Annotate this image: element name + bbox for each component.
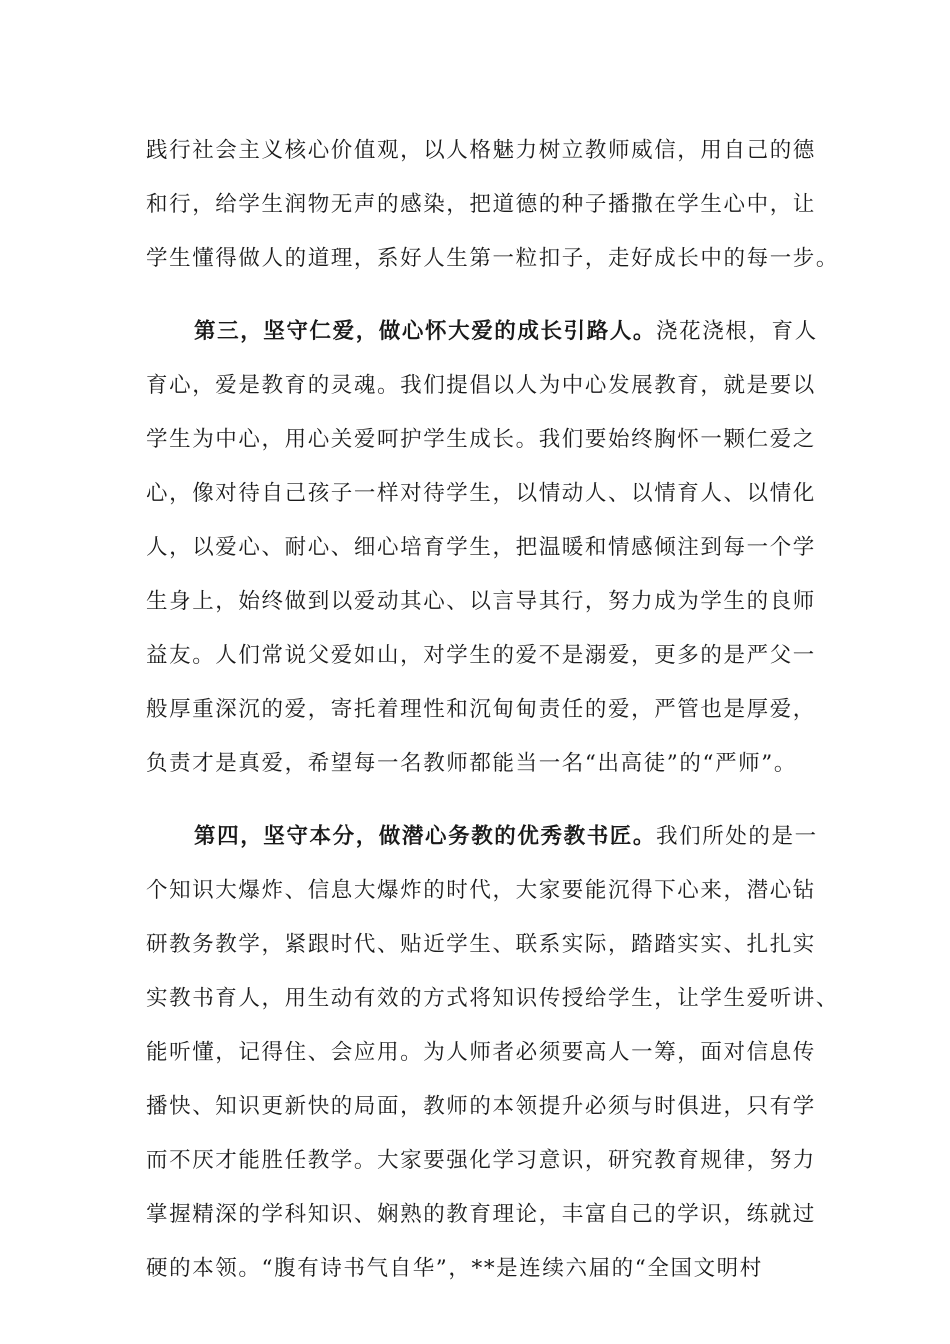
text-line [146,810,818,864]
paragraph-core-values [146,124,840,286]
text-line: 硬的本领。“腹有诗书气自华”，**是连续六届的“全国文明村 [146,1256,763,1281]
text-line: 实教书育人，用生动有效的方式将知识传授给学生，让学生爱听讲、 [146,986,840,1011]
text-line: 践行社会主义核心价值观，以人格魅力树立教师威信，用自己的德 [146,138,816,163]
text-line: 掌握精深的学科知识、娴熟的教育理论，丰富自己的学识，练就过 [146,1202,816,1227]
paragraph-heading: 第三，坚守仁爱，做心怀大爱的成长引路人。 [194,319,657,344]
paragraph-heading: 第四，坚守本分，做潜心务教的优秀教书匠。 [194,824,657,849]
text-line: 播快、知识更新快的局面，教师的本领提升必须与时俱进，只有学 [146,1094,816,1119]
text-line: 般厚重深沉的爱，寄托着理性和沉甸甸责任的爱，严管也是厚爱， [146,697,816,722]
text-line: 和行，给学生润物无声的感染，把道德的种子播撒在学生心中，让 [146,192,816,217]
text-line: 益友。人们常说父爱如山，对学生的爱不是溺爱，更多的是严父一 [146,643,816,668]
text-line: 研教务教学，紧跟时代、贴近学生、联系实际，踏踏实实、扎扎实 [146,932,816,957]
text-line: 育心，爱是教育的灵魂。我们提倡以人为中心发展教育，就是要以 [146,373,816,398]
text-line: 心，像对待自己孩子一样对待学生，以情动人、以情育人、以情化 [146,481,816,506]
text-line: 个知识大爆炸、信息大爆炸的时代，大家要能沉得下心来，潜心钻 [146,878,816,903]
text-line: 人，以爱心、耐心、细心培育学生，把温暖和情感倾注到每一个学 [146,535,816,560]
text-segment: 我们所处的是一 [656,824,818,849]
text-line: 负责才是真爱，希望每一名教师都能当一名“出高徒”的“严师”。 [146,751,797,776]
text-line: 生身上，始终做到以爱动其心、以言导其行，努力成为学生的良师 [146,589,816,614]
document-body [146,124,840,1296]
paragraph-third-point [146,305,818,791]
text-line: 而不厌才能胜任教学。大家要强化学习意识，研究教育规律，努力 [146,1148,816,1173]
text-line: 学生懂得做人的道理，系好人生第一粒扣子，走好成长中的每一步。 [146,246,840,271]
text-line: 能听懂，记得住、会应用。为人师者必须要高人一筹，面对信息传 [146,1040,816,1065]
paragraph-fourth-point [146,810,840,1296]
text-segment: 浇花浇根，育人 [656,319,818,344]
text-line [146,305,818,359]
text-line: 学生为中心，用心关爱呵护学生成长。我们要始终胸怀一颗仁爱之 [146,427,816,452]
